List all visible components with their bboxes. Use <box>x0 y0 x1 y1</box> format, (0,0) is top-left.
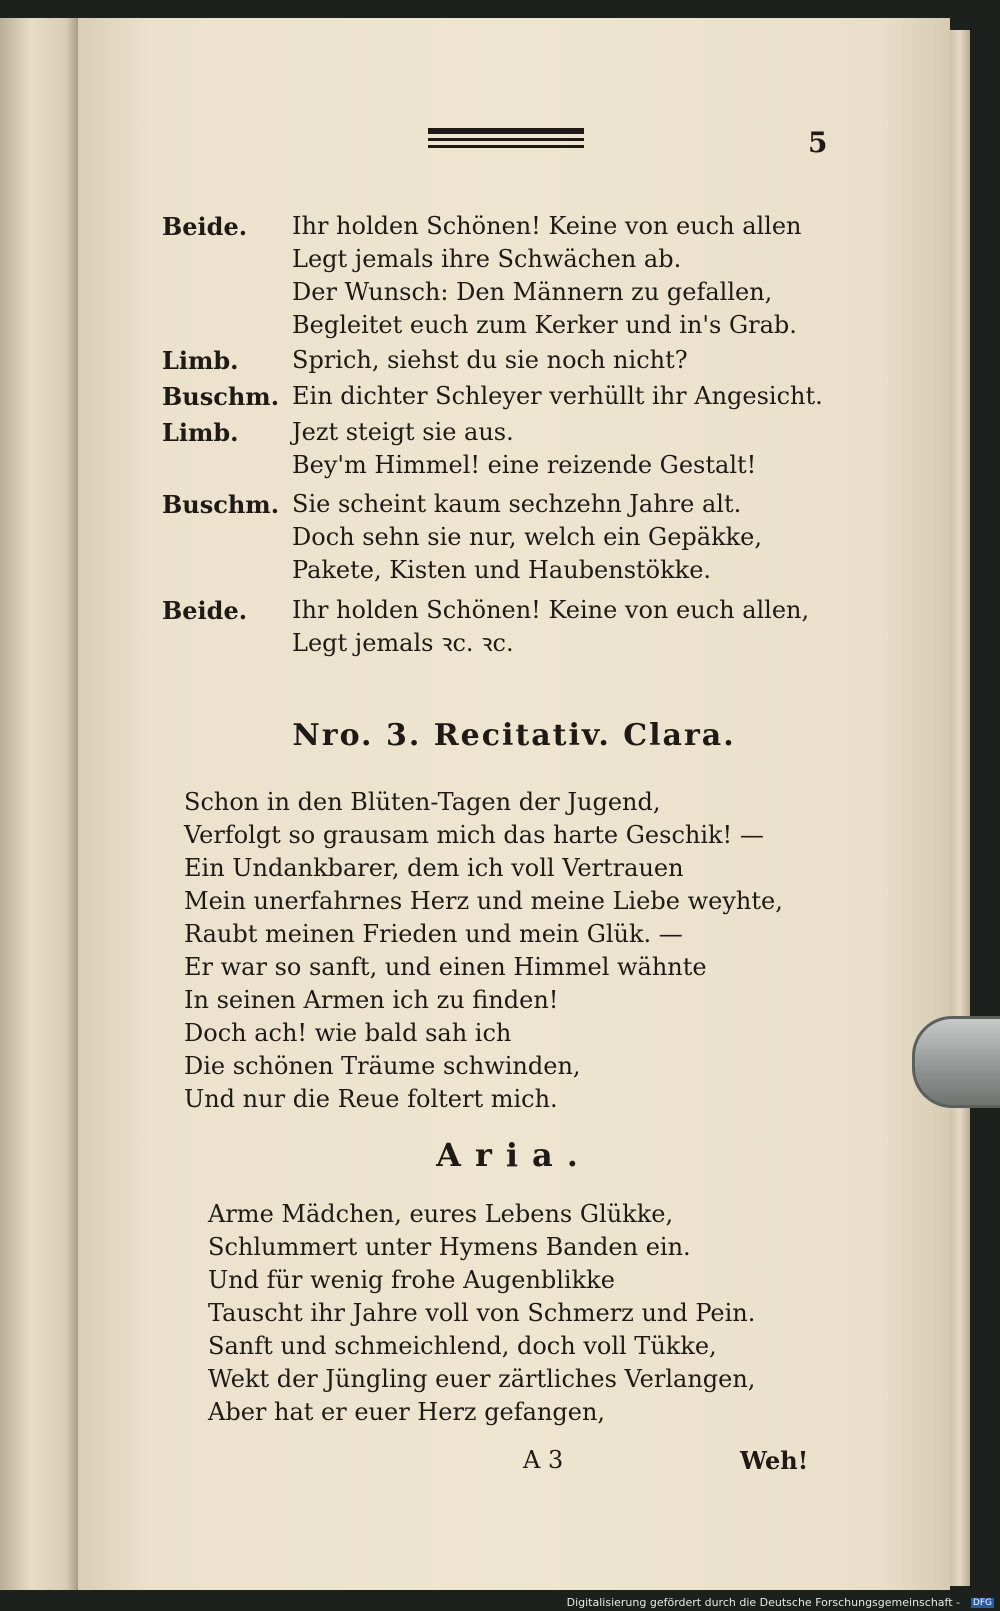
verse-line: Er war so sanft, und einen Himmel wähnte <box>184 953 707 981</box>
verse-line: Legt jemals ihre Schwächen ab. <box>292 245 682 273</box>
dfg-logo: DFG <box>972 1598 992 1608</box>
verse-line: Jezt steigt sie aus. <box>292 418 514 446</box>
speech-3 <box>162 380 862 413</box>
speech-4 <box>162 416 862 482</box>
verse-line: Tauscht ihr Jahre voll von Schmerz und Pein. <box>208 1299 756 1327</box>
speech-6 <box>162 594 862 660</box>
verse-line: Wekt der Jüngling euer zärtliches Verlangen, <box>208 1365 756 1393</box>
speaker-label: Buschm. <box>162 490 280 519</box>
signature-mark: A 3 <box>523 1446 564 1474</box>
verse-line: Raubt meinen Frieden und mein Glük. — <box>184 920 683 948</box>
verse-line: Mein unerfahrnes Herz und meine Liebe weyhte, <box>184 887 783 915</box>
verse-line: Der Wunsch: Den Männern zu gefallen, <box>292 278 773 306</box>
verse-line: Doch ach! wie bald sah ich <box>184 1019 512 1047</box>
book-page <box>78 18 950 1590</box>
verse-line: Legt jemals ꝛc. ꝛc. <box>292 629 514 657</box>
verse-line: Sprich, siehst du sie noch nicht? <box>292 346 688 374</box>
verse-line: Arme Mädchen, eures Lebens Glükke, <box>208 1200 674 1228</box>
verse-line: Die schönen Träume schwinden, <box>184 1052 581 1080</box>
verse-line: Und nur die Reue foltert mich. <box>184 1085 558 1113</box>
verse-line: Sanft und schmeichlend, doch voll Tükke, <box>208 1332 717 1360</box>
page-stack-edge <box>950 30 970 1586</box>
verse-line: Bey'm Himmel! eine reizende Gestalt! <box>292 451 757 479</box>
verse-line: Ein dichter Schleyer verhüllt ihr Angesicht. <box>292 382 823 410</box>
verse-line: Ihr holden Schönen! Keine von euch allen, <box>292 596 810 624</box>
speaker-label: Buschm. <box>162 382 280 411</box>
speaker-label: Limb. <box>162 346 239 375</box>
aria-text <box>208 1198 755 1429</box>
page-clip <box>912 1016 1000 1108</box>
facing-page-edge <box>0 18 78 1590</box>
page-number: 5 <box>808 126 828 159</box>
speaker-label: Limb. <box>162 418 239 447</box>
verse-line: Ihr holden Schönen! Keine von euch allen <box>292 212 802 240</box>
digitization-credit: Digitalisierung gefördert durch die Deutsche Forschungsgemeinschaft - <box>566 1596 960 1609</box>
header-rule <box>428 128 584 152</box>
speech-5 <box>162 488 862 587</box>
verse-line: Pakete, Kisten und Haubenstökke. <box>292 556 712 584</box>
recitative-title: Nro. 3. Recitativ. Clara. <box>292 718 736 753</box>
verse-line: Sie scheint kaum sechzehn Jahre alt. <box>292 490 742 518</box>
verse-line: Doch sehn sie nur, welch ein Gepäkke, <box>292 523 762 551</box>
catchword: Weh! <box>740 1446 809 1475</box>
speech-2 <box>162 344 862 377</box>
verse-line: Verfolgt so grausam mich das harte Geschik! — <box>184 821 764 849</box>
verse-line: Und für wenig frohe Augenblikke <box>208 1266 615 1294</box>
recitative-text <box>184 786 783 1116</box>
aria-title: Aria. <box>436 1136 592 1174</box>
verse-line: Schlummert unter Hymens Banden ein. <box>208 1233 691 1261</box>
verse-line: Begleitet euch zum Kerker und in's Grab. <box>292 311 797 339</box>
verse-line: In seinen Armen ich zu finden! <box>184 986 559 1014</box>
verse-line: Schon in den Blüten-Tagen der Jugend, <box>184 788 661 816</box>
speaker-label: Beide. <box>162 596 248 625</box>
speaker-label: Beide. <box>162 212 248 241</box>
verse-line: Aber hat er euer Herz gefangen, <box>208 1398 606 1426</box>
verse-line: Ein Undankbarer, dem ich voll Vertrauen <box>184 854 684 882</box>
speech-1 <box>162 210 862 342</box>
